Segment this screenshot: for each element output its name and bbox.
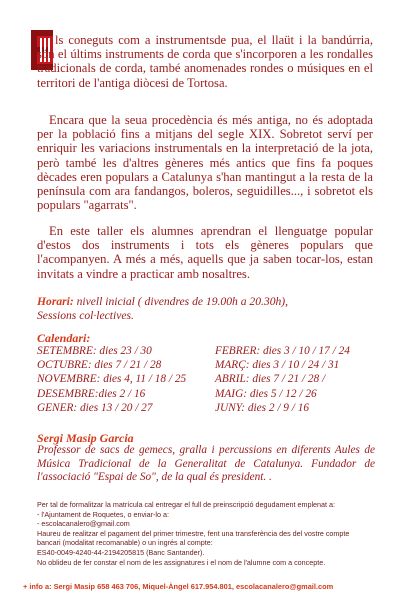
instruction-line: Per tal de formalitzar la matrícula cal entregar el full de preinscripció degudament emplenat a: <box>37 500 336 509</box>
schedule-line-2: Sessions col·lectives. <box>37 309 134 323</box>
instruction-line: - l'Ajuntament de Roquetes, o enviar-lo a: <box>37 509 170 519</box>
contact-info: + info a: Sergi Masip 658 463 706, Miquel-Àngel 617.954.801, escolacanalero@gmail.com <box>23 582 334 591</box>
calendar-entry: GENER: dies 13 / 20 / 27 <box>37 401 153 414</box>
calendar-entry: OCTUBRE: dies 7 / 21 / 28 <box>37 359 162 372</box>
teacher-name: Sergi Masip Garcia <box>37 431 134 445</box>
calendar-entry: ABRIL: dies 7 / 21 / 28 / <box>215 373 326 386</box>
calendar-entry: NOVEMBRE: dies 4, 11 / 18 / 25 <box>37 373 187 386</box>
calendar-entry: SETEMBRE: dies 23 / 30 <box>37 345 152 357</box>
calendar-right-column <box>215 344 385 415</box>
history-paragraph: Encara que la seua procedència és més antiga, no és adoptada per la població fins a mitjans del segle XIX. Sobretot serví per enriquir les variacions instrumentals en la interpretació de la jota, però també les d'altres gèneres més antics que fins fa poques dècades eren populars a Catalunya s'han mantingut a la resta de la península com ara fandangos, boleros, seguidilles..., i sobretot els populars "agarrats". <box>37 113 373 213</box>
calendar-entry: DESEMBRE:dies 2 / 16 <box>37 387 146 400</box>
instruction-line: No oblideu de fer constar el nom de les assignatures i el nom de l'alumne com a concepte. <box>37 557 326 567</box>
workshop-paragraph: En este taller els alumnes aprendran el llenguatge popular d'estos dos instruments i tots els gèneres populars que l'acompanyen. A més a més, aquells que ja saben tocar-los, estan invitats a vindre a practicar amb nosaltres. <box>37 224 373 281</box>
instruction-line: - escolacanalero@gmail.com <box>37 519 130 529</box>
calendar-entry: FEBRER: dies 3 / 10 / 17 / 24 <box>215 345 350 357</box>
enrollment-instructions <box>37 500 377 567</box>
calendar-entry: JUNY: dies 2 / 9 / 16 <box>215 401 310 414</box>
schedule-line-1: nivell inicial ( divendres de 19.00h a 20.30h), <box>73 295 289 308</box>
calendar-left-column <box>37 344 207 415</box>
calendar-entry: MAIG: dies 5 / 12 / 26 <box>215 387 317 400</box>
instruction-line: bancari (modalitat recomanable) o un ingrés al compte: <box>37 538 213 548</box>
calendar-title: Calendari: <box>37 331 91 345</box>
calendar-entry: MARÇ: dies 3 / 10 / 24 / 31 <box>215 359 340 372</box>
teacher-bio: Professor de sacs de gemecs, gralla i percussions en diferents Aules de Música Tradicional de la Generalitat de Catalunya. Fundador de l'associació "Espai de So", de la qual és president. . <box>37 444 375 484</box>
instruction-line: ES40-0049-4240-44-2194205815 (Banc Santander). <box>37 547 205 557</box>
schedule-label: Horari: <box>37 295 74 308</box>
schedule-section <box>37 295 377 323</box>
intro-paragraph: ls coneguts com a instrumentsde pua, el llaüt i la bandúrria, són el últims instruments de corda que s'incorporen a les rondalles tradicionals de corda, també anomenades rondes o músiques en el territori de l'antiga diòcesi de Tortosa. <box>37 33 373 90</box>
instruction-line: Haureu de realitzar el pagament del primer trimestre, fent una transferència des del vostre compte <box>37 528 350 538</box>
